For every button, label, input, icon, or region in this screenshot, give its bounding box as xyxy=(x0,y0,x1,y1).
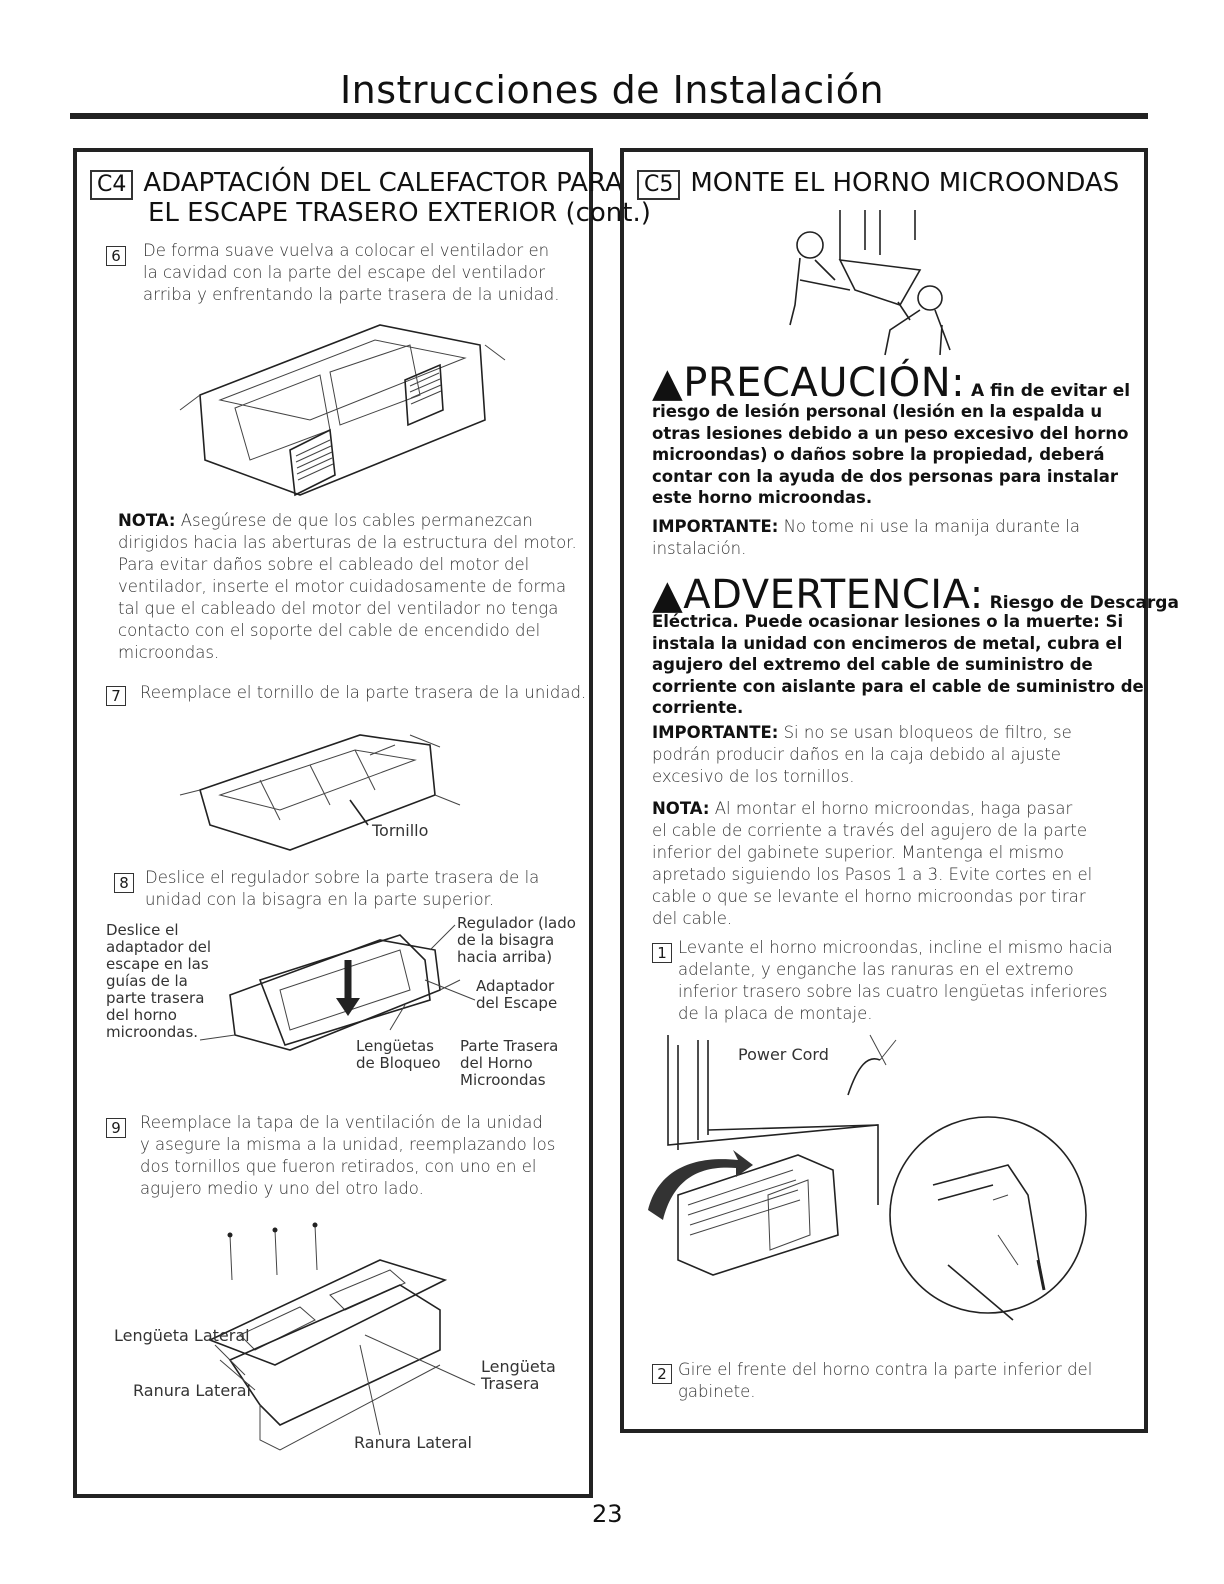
section-code: C5 xyxy=(637,170,680,200)
step8-text: Deslice el regulador sobre la parte trasera de la unidad con la bisagra en la parte superior. xyxy=(145,868,540,909)
step6-text: De forma suave vuelva a colocar el ventilador en la cavidad con la parte del escape del ventilador arriba y enfrentando la parte trasera de la unidad. xyxy=(143,241,560,304)
heading-line1: ADAPTACIÓN DEL CALEFACTOR PARA xyxy=(143,168,623,198)
page-number: 23 xyxy=(592,1500,623,1528)
fig9-side-slot-bottom-label: Ranura Lateral xyxy=(354,1433,472,1452)
step-number: 7 xyxy=(106,686,126,706)
step-number: 9 xyxy=(106,1118,126,1138)
two-person-lift-illustration xyxy=(780,210,980,360)
damper-slide-diagram xyxy=(200,920,460,1060)
step9-text: Reemplace la tapa de la ventilación de la unidad y asegure la misma a la unidad, reemplazando los dos tornillos que fueron retirados, con uno en el agujero medio y uno del otro lado. xyxy=(140,1113,556,1198)
important-filter-locks: IMPORTANTE: Si no se usan bloqueos de filtro, se podrán producir daños en la caja debido al ajuste excesivo de los tornillos. xyxy=(652,723,1072,786)
page-title: Instrucciones de Instalación xyxy=(339,68,885,112)
screw-replacement-diagram xyxy=(180,725,500,865)
step-number: 1 xyxy=(652,943,672,963)
step7-text: Reemplace el tornillo de la parte trasera de la unidad. xyxy=(140,683,587,702)
warning-text: Eléctrica. Puede ocasionar lesiones o la muerte: Si instala la unidad con encimeros de metal, cubra el agujero del extremo del cable de suministro de corriente con aislante para el cable de suministro de corriente. xyxy=(652,612,1144,717)
c5-step1-text: Levante el horno microondas, incline el mismo hacia adelante, y enganche las ranuras en el extremo inferior trasero sobre las cuatro lengüetas inferiores de la placa de montaje. xyxy=(678,938,1113,1023)
important-handle: IMPORTANTE: No tome ni use la manija durante la instalación. xyxy=(652,517,1080,558)
c5-step2-text: Gire el frente del horno contra la parte inferior del gabinete. xyxy=(678,1360,1093,1401)
fig8-slide-label: Deslice el adaptador del escape en las guías de la parte trasera del horno microondas. xyxy=(106,921,212,1041)
section-c4-heading-line2: EL ESCAPE TRASERO EXTERIOR (cont.) xyxy=(148,198,651,228)
step-number: 8 xyxy=(114,873,134,893)
fig8-rear-label: Parte Trasera del Horno Microondas xyxy=(460,1037,559,1089)
tornillo-label: Tornillo xyxy=(372,821,429,840)
power-cord-label: Power Cord xyxy=(738,1045,829,1064)
c4-note: NOTA: Asegúrese de que los cables permanezcan dirigidos hacia las aberturas de la estructura del motor. Para evitar daños sobre el cableado del motor del ventilador, inserte el motor cuidadosamente de forma tal que el cableado del motor del ventilador no tenga contacto con el soporte del cable de encendido del microondas. xyxy=(118,511,577,662)
vent-grille-1 xyxy=(290,430,335,495)
caution-text: riesgo de lesión personal (lesión en la espalda u otras lesiones debido a un peso excesivo del horno microondas) o daños sobre la propiedad, deberá contar con la ayuda de dos personas para instalar este horno microondas. xyxy=(652,402,1129,507)
warning-icon: ▲ xyxy=(652,360,684,406)
fig9-rear-tab-label: Lengüeta Trasera xyxy=(481,1357,556,1393)
fan-reinstall-diagram xyxy=(180,300,510,510)
fig9-side-slot-label: Ranura Lateral xyxy=(133,1381,251,1400)
fig8-regulator-label: Regulador (lado de la bisagra hacia arriba) xyxy=(457,914,576,966)
section-c5-heading: C5 MONTE EL HORNO MICROONDAS xyxy=(637,168,1119,200)
step-number: 2 xyxy=(652,1364,672,1384)
warning-icon: ▲ xyxy=(652,572,684,618)
fig8-tabs-label: Lengüetas de Bloqueo xyxy=(356,1037,441,1072)
microwave-mounting-diagram xyxy=(648,1035,1138,1335)
fig9-side-tab-label: Lengüeta Lateral xyxy=(114,1326,250,1345)
caution-heading: ▲PRECAUCIÓN: A fin de evitar el xyxy=(652,360,1131,406)
warning-heading: ▲ADVERTENCIA: Riesgo de Descarga xyxy=(652,572,1179,618)
c5-note: NOTA: Al montar el horno microondas, haga pasar el cable de corriente a través del agujero de la parte inferior del gabinete superior. Mantenga el mismo apretado siguiendo los Pasos 1 a 3. Evite cortes en el cable o que se levante el horno microondas por tirar del cable. xyxy=(652,799,1093,928)
step-number: 6 xyxy=(106,246,126,266)
section-c4-heading xyxy=(90,168,623,200)
fig8-adapter-label: Adaptador del Escape xyxy=(476,977,558,1012)
title-divider xyxy=(70,113,1148,119)
section-code: C4 xyxy=(90,170,133,200)
